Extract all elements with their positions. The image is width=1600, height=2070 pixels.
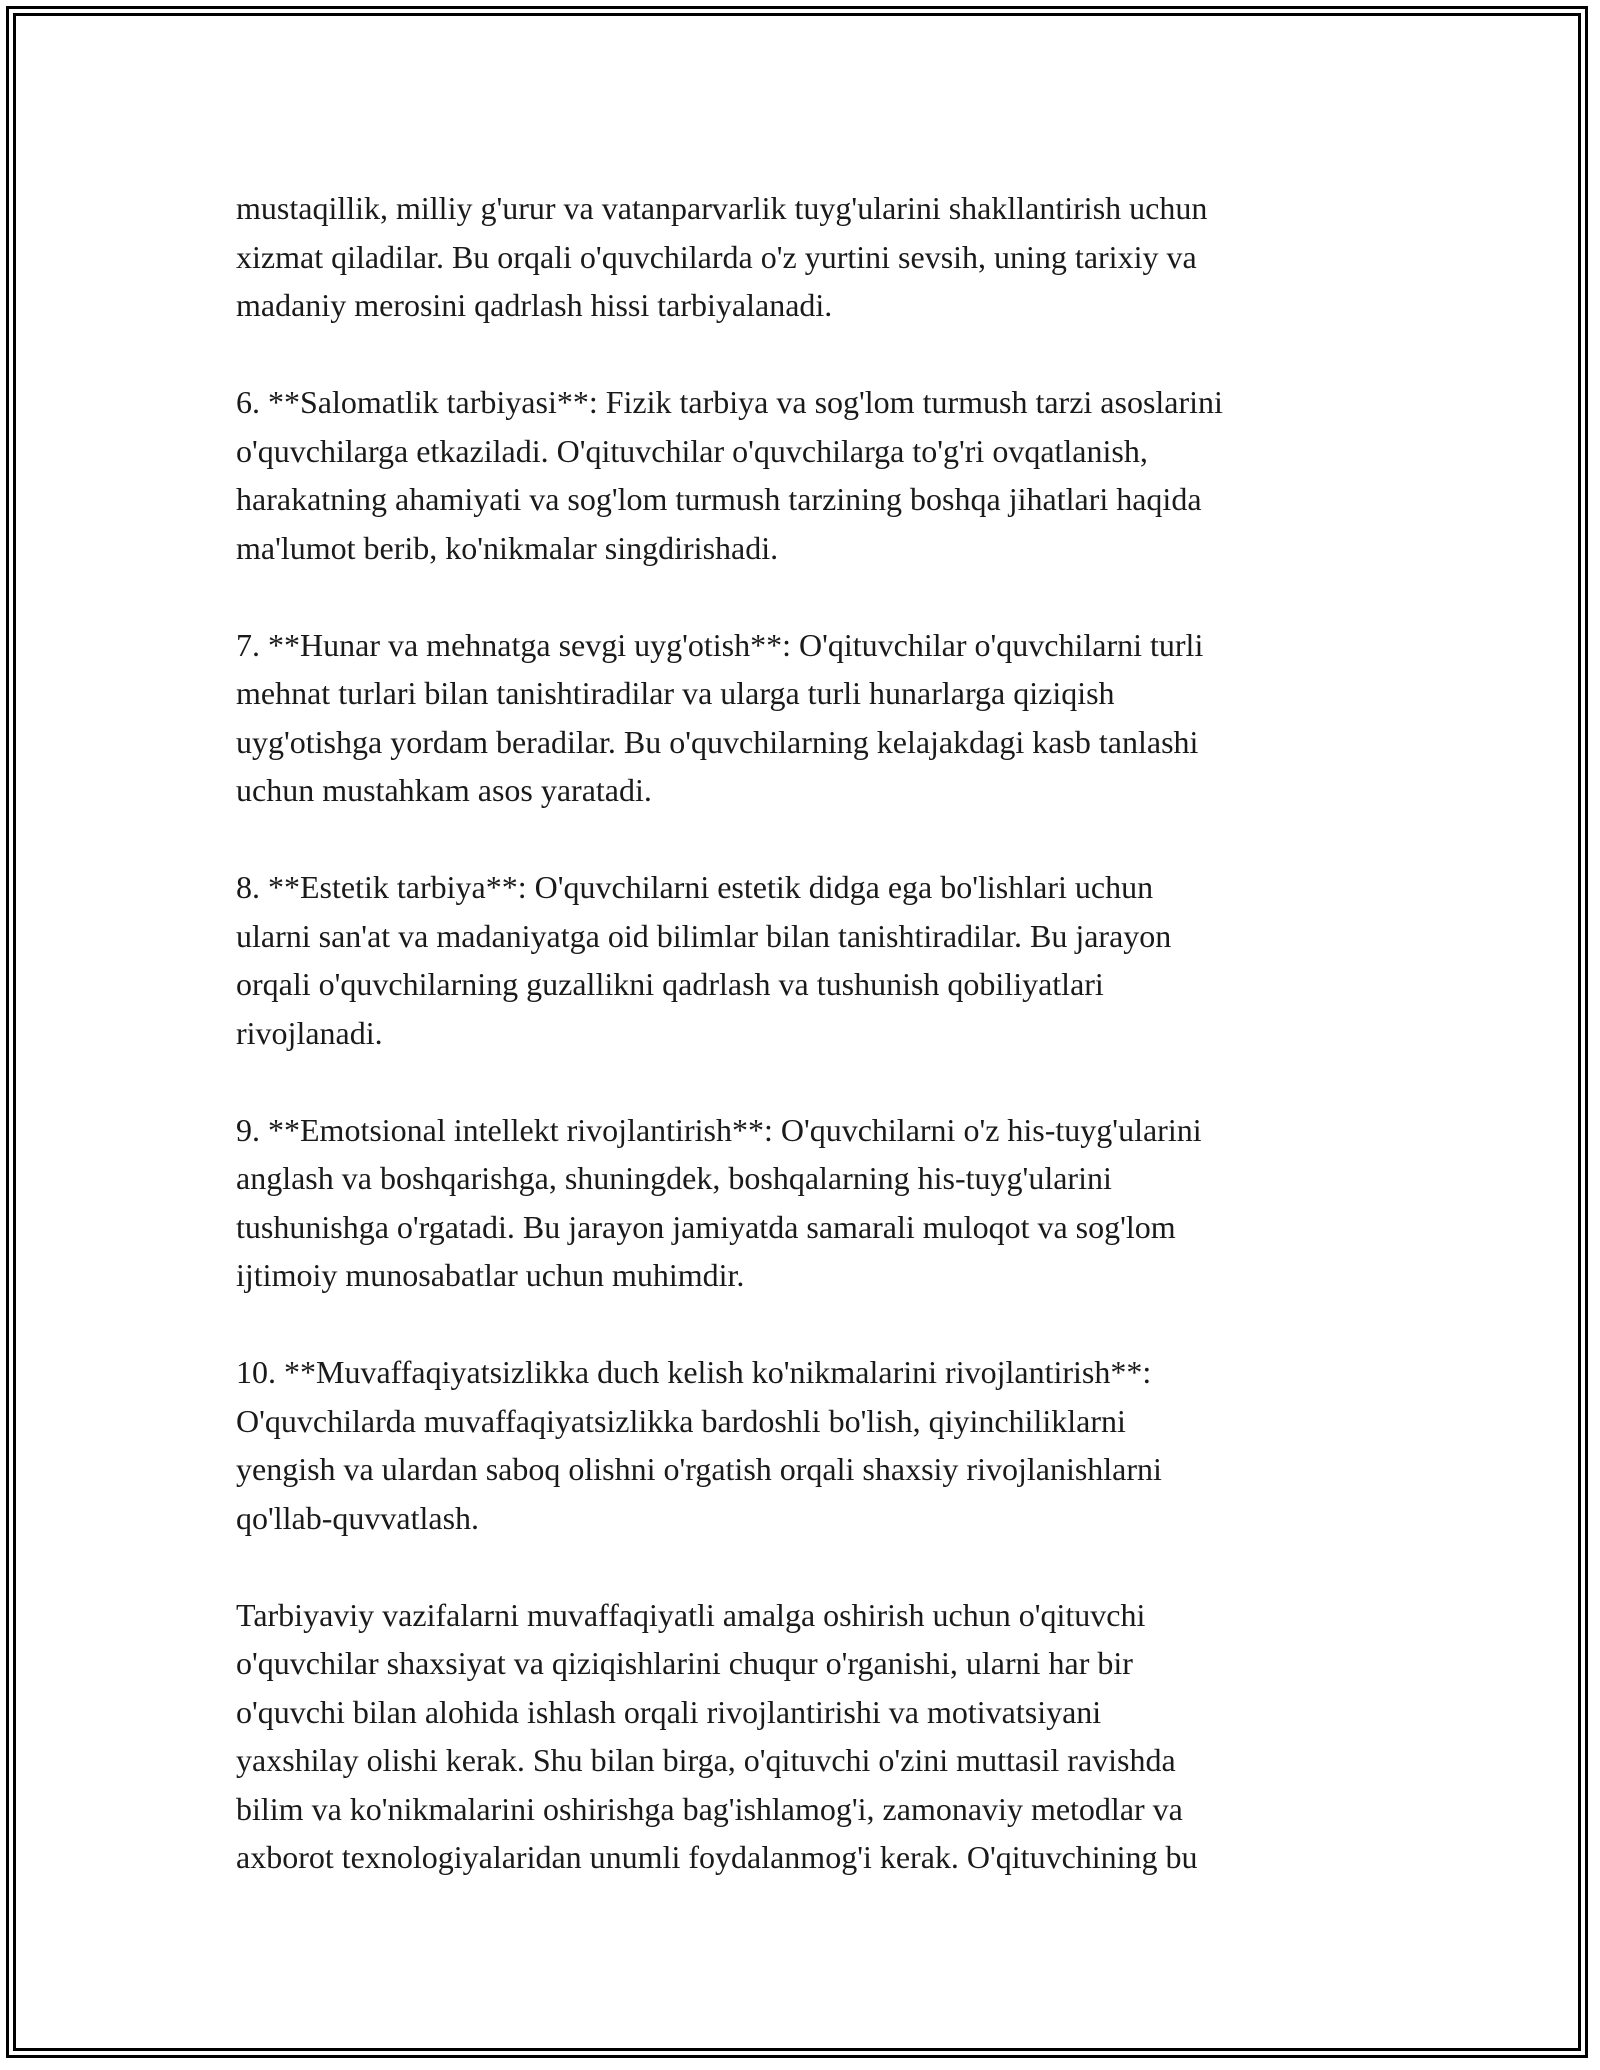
text-line: o'quvchilar shaxsiyat va qiziqishlarini chuqur o'rganishi, ularni har bir (236, 1645, 1133, 1681)
text-line: tushunishga o'rgatadi. Bu jarayon jamiyatda samarali muloqot va sog'lom (236, 1208, 1176, 1245)
text-line: qo'llab-quvvatlash. (236, 1499, 480, 1536)
text-line: 6. **Salomatlik tarbiyasi**: Fizik tarbiya va sog'lom turmush tarzi asoslarini (236, 384, 1223, 420)
text-line: o'quvchilarga etkaziladi. O'qituvchilar o'quvchilarga to'g'ri ovqatlanish, (236, 432, 1148, 469)
paragraph-item-7 (236, 621, 1376, 815)
paragraph-item-8 (236, 863, 1376, 1057)
text-line: madaniy merosini qadrlash hissi tarbiyalanadi. (236, 287, 833, 323)
text-line: harakatning ahamiyati va sog'lom turmush tarzining boshqa jihatlari haqida (236, 481, 1202, 517)
text-line: bilim va ko'nikmalarini oshirishga bag'ishlamog'i, zamonaviy metodlar va (236, 1790, 1183, 1827)
text-line: o'quvchi bilan alohida ishlash orqali rivojlantirishi va motivatsiyani (236, 1693, 1102, 1730)
text-line: ularni san'at va madaniyatga oid bilimlar bilan tanishtiradilar. Bu jarayon (236, 917, 1172, 954)
paragraph-item-6 (236, 378, 1376, 572)
text-line: ma'lumot berib, ko'nikmalar singdirishadi. (236, 529, 779, 566)
text-line: 10. **Muvaffaqiyatsizlikka duch kelish ko'nikmalarini rivojlantirish**: (236, 1354, 1152, 1390)
text-line: uchun mustahkam asos yaratadi. (236, 772, 652, 808)
text-line: xizmat qiladilar. Bu orqali o'quvchilarda o'z yurtini sevsih, uning tarixiy va (236, 238, 1197, 275)
text-line: ijtimoiy munosabatlar uchun muhimdir. (236, 1257, 745, 1293)
text-line: yaxshilay olishi kerak. Shu bilan birga, o'qituvchi o'zini muttasil ravishda (236, 1742, 1176, 1778)
text-line: yengish va ulardan saboq olishni o'rgatish orqali shaxsiy rivojlanishlarni (236, 1451, 1162, 1487)
text-line: rivojlanadi. (236, 1014, 383, 1051)
text-line: mehnat turlari bilan tanishtiradilar va ularga turli hunarlarga qiziqish (236, 675, 1115, 711)
text-line: orqali o'quvchilarning guzallikni qadrlash va tushunish qobiliyatlari (236, 966, 1104, 1002)
text-line: 9. **Emotsional intellekt rivojlantirish**: O'quvchilarni o'z his-tuyg'ularini (236, 1111, 1202, 1148)
paragraph-item-9 (236, 1106, 1376, 1300)
text-line: anglash va boshqarishga, shuningdek, boshqalarning his-tuyg'ularini (236, 1160, 1112, 1196)
text-line: 7. **Hunar va mehnatga sevgi uyg'otish**: O'qituvchilar o'quvchilarni turli (236, 626, 1204, 663)
document-body (236, 184, 1376, 1930)
text-line: O'quvchilarda muvaffaqiyatsizlikka bardoshli bo'lish, qiyinchiliklarni (236, 1402, 1126, 1439)
text-line: 8. **Estetik tarbiya**: O'quvchilarni estetik didga ega bo'lishlari uchun (236, 869, 1154, 905)
text-line: mustaqillik, milliy g'urur va vatanparvarlik tuyg'ularini shakllantirish uchun (236, 190, 1208, 226)
text-line: axborot texnologiyalaridan unumli foydalanmog'i kerak. O'qituvchining bu (236, 1839, 1198, 1875)
text-line: Tarbiyaviy vazifalarni muvaffaqiyatli amalga oshirish uchun o'qituvchi (236, 1596, 1146, 1633)
paragraph-conclusion (236, 1591, 1376, 1882)
text-line: uyg'otishga yordam beradilar. Bu o'quvchilarning kelajakdagi kasb tanlashi (236, 723, 1199, 760)
paragraph-item-10 (236, 1348, 1376, 1542)
paragraph-intro-continuation (236, 184, 1376, 330)
